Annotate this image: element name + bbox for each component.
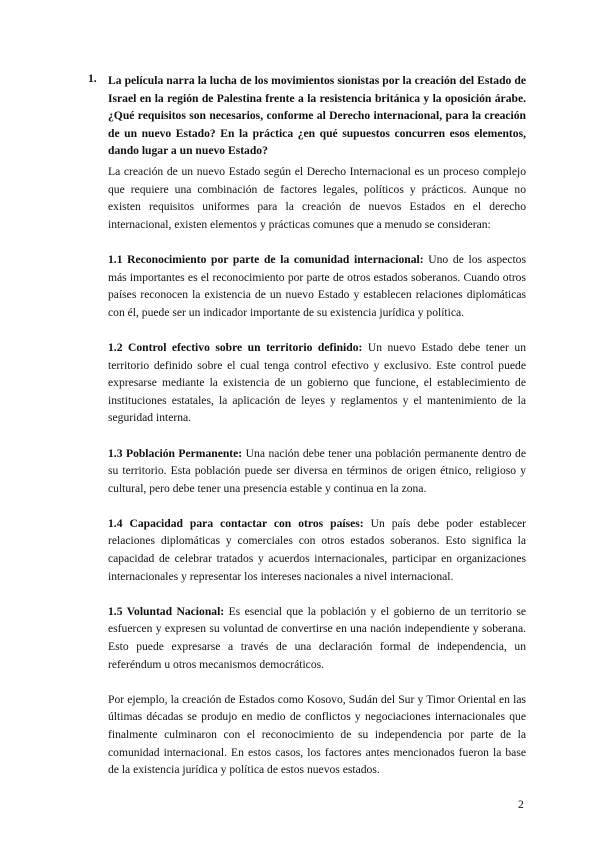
section-heading: 1.2 Control efectivo sobre un territorio definido: — [108, 340, 363, 354]
question-block — [88, 72, 526, 160]
section-text: Un país debe poder establecer relaciones diplomáticas y comerciales con otros estados soberanos. Esto significa la capacidad de celebrar tratados y acuerdos internacionales, participar en organizaciones internacionales y representar los intereses nacionales a nivel internacional. — [108, 516, 526, 583]
answer-body — [108, 163, 526, 796]
closing-paragraph: Por ejemplo, la creación de Estados como Kosovo, Sudán del Sur y Timor Oriental en las últimas décadas se produjo en medio de conflictos y negociaciones internacionales que finalmente culminaron con el reconocimiento de su independencia por parte de la comunidad internacional. En estos casos, los factores antes mencionados fueron la base de la existencia jurídica y política de estos nuevos estados. — [108, 692, 526, 777]
section-heading: 1.1 Reconocimiento por parte de la comunidad internacional: — [108, 252, 424, 266]
section-national-will — [108, 603, 526, 673]
section-text: Un nuevo Estado debe tener un territorio definido sobre el cual tenga control efectivo y exclusivo. Este control puede expresarse mediante la existencia de un gobierno que funcione, el establecimiento de instituciones estatales, la aplicación de leyes y reglamentos y el mantenimiento de la seguridad interna. — [108, 340, 526, 425]
section-population — [108, 445, 526, 498]
question-number: 1. — [88, 72, 97, 85]
question-text: La película narra la lucha de los movimientos sionistas por la creación del Estado de Israel en la región de Palestina frente a la resistencia británica y la oposición árabe. ¿Qué requisitos son necesarios, conforme al Derecho internacional, para la creación de un nuevo Estado? En la práctica ¿en qué supuestos concurren esos elementos, dando lugar a un nuevo Estado? — [108, 74, 526, 158]
section-text: Uno de los aspectos más importantes es el reconocimiento por parte de otros estados soberanos. Cuando otros países reconocen la existencia de un nuevo Estado y establecen relaciones diplomáticas con él, puede ser un indicador importante de su existencia jurídica y política. — [108, 252, 526, 319]
section-territory — [108, 339, 526, 427]
section-capacity — [108, 515, 526, 585]
section-heading: 1.3 Población Permanente: — [108, 446, 243, 460]
section-heading: 1.4 Capacidad para contactar con otros países: — [108, 516, 364, 530]
section-text: Una nación debe tener una población permanente dentro de su territorio. Esta población puede ser diversa en términos de origen étnico, religioso y cultural, pero debe tener una presencia estable y continua en la zona. — [108, 446, 526, 495]
section-text: Es esencial que la población y el gobierno de un territorio se esfuercen y expresen su voluntad de convertirse en una nación independiente y soberana. Esto puede expresarse a través de una declaración formal de independencia, un referéndum u otros mecanismos democráticos. — [108, 604, 526, 671]
intro-paragraph: La creación de un nuevo Estado según el Derecho Internacional es un proceso complejo que requiere una combinación de factores legales, políticos y prácticos. Aunque no existen requisitos uniformes para la creación de nuevos Estados en el derecho internacional, existen elementos y prácticas comunes que a menudo se consideran: — [108, 165, 526, 231]
section-recognition — [108, 251, 526, 321]
page-number: 2 — [518, 798, 524, 811]
section-heading: 1.5 Voluntad Nacional: — [108, 604, 225, 618]
